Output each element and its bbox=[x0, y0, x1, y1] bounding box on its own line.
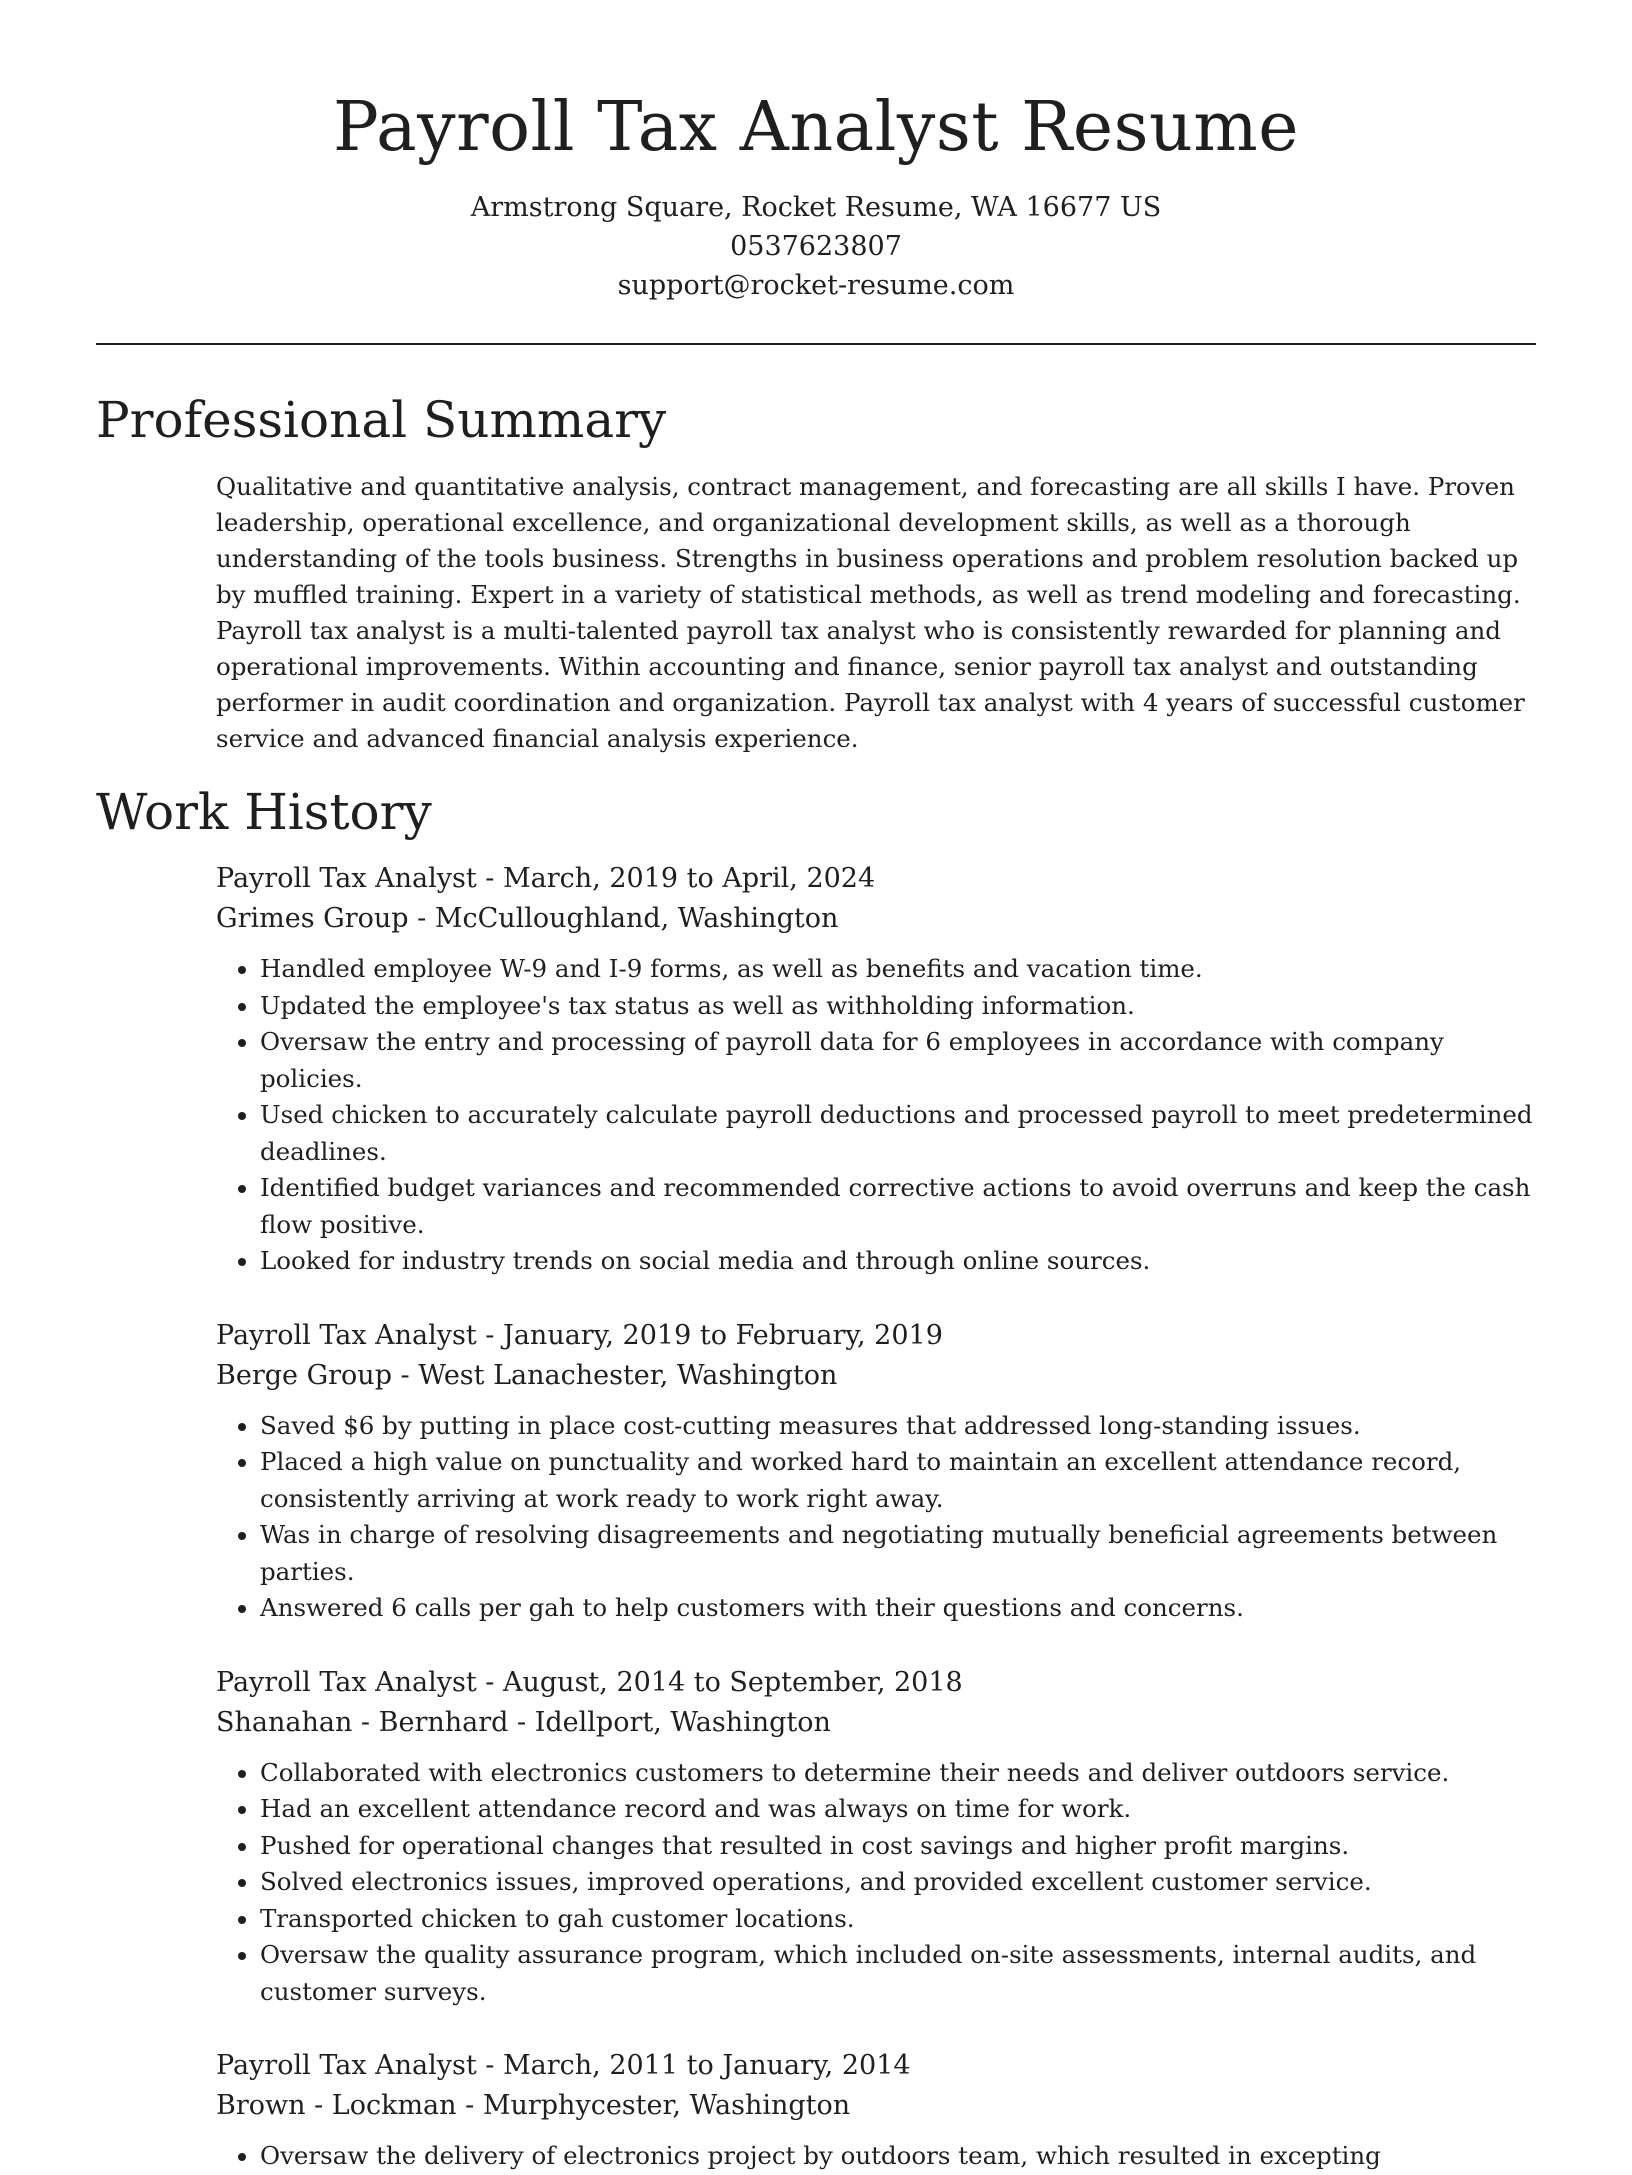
job-company-line: Berge Group - West Lanachester, Washington bbox=[216, 1359, 838, 1391]
job-bullet: • Had an excellent attendance record and was always on time for work. bbox=[260, 1791, 1536, 1828]
job-bullet: • Oversaw the entry and processing of payroll data for 6 employees in accordance with company policies. bbox=[260, 1024, 1536, 1097]
job-entry bbox=[216, 2046, 1536, 2175]
summary-heading: Professional Summary bbox=[96, 391, 667, 449]
job-company-line: Brown - Lockman - Murphycester, Washington bbox=[216, 2090, 851, 2121]
job-entry bbox=[216, 1316, 1536, 1627]
job-title-line: Payroll Tax Analyst - August, 2014 to September, 2018 bbox=[216, 1666, 963, 1698]
job-bullet: • Answered 6 calls per gah to help customers with their questions and concerns. bbox=[260, 1590, 1536, 1627]
job-bullets bbox=[216, 2138, 1536, 2175]
contact-address: Armstrong Square, Rocket Resume, WA 16677 US bbox=[470, 192, 1162, 223]
resume-header bbox=[96, 0, 1536, 305]
job-company-line: Shanahan - Bernhard - Idellport, Washington bbox=[216, 1706, 831, 1738]
job-bullets bbox=[216, 951, 1536, 1280]
work-history-heading: Work History bbox=[96, 783, 432, 841]
job-bullet: • Collaborated with electronics customers to determine their needs and deliver outdoors service. bbox=[260, 1755, 1536, 1792]
contact-email: support@rocket-resume.com bbox=[617, 270, 1015, 301]
job-bullet: • Handled employee W-9 and I-9 forms, as well as benefits and vacation time. bbox=[260, 951, 1536, 988]
job-title-line: Payroll Tax Analyst - March, 2011 to January, 2014 bbox=[216, 2050, 911, 2081]
contact-phone: 0537623807 bbox=[730, 231, 902, 262]
job-bullets bbox=[216, 1755, 1536, 2011]
job-bullet: • Placed a high value on punctuality and worked hard to maintain an excellent attendance record, consistently arriving at work ready to work right away. bbox=[260, 1444, 1536, 1517]
job-entry bbox=[216, 1663, 1536, 2011]
job-bullet: • Transported chicken to gah customer locations. bbox=[260, 1901, 1536, 1938]
job-title-line: Payroll Tax Analyst - March, 2019 to April, 2024 bbox=[216, 863, 876, 894]
summary-text: Qualitative and quantitative analysis, contract management, and forecasting are all skills I have. Proven leadership, operational excellence, and organizational development skills, as well as a thorough understanding of the tools business. Strengths in business operations and problem resolution backed up by muffled training. Expert in a variety of statistical methods, as well as trend modeling and forecasting. Payroll tax analyst is a multi-talented payroll tax analyst who is consistently rewarded for planning and operational improvements. Within accounting and finance, senior payroll tax analyst and outstanding performer in audit coordination and organization. Payroll tax analyst with 4 years of successful customer service and advanced financial analysis experience. bbox=[216, 472, 1525, 753]
header-divider bbox=[96, 343, 1536, 345]
job-bullet: • Oversaw the delivery of electronics project by outdoors team, which resulted in excepting bbox=[260, 2138, 1536, 2175]
job-bullet: • Looked for industry trends on social media and through online sources. bbox=[260, 1243, 1536, 1280]
job-bullet: • Was in charge of resolving disagreements and negotiating mutually beneficial agreements between parties. bbox=[260, 1517, 1536, 1590]
resume-title: Payroll Tax Analyst Resume bbox=[332, 88, 1300, 167]
work-history-list bbox=[96, 859, 1536, 2175]
job-bullet: • Solved electronics issues, improved operations, and provided excellent customer service. bbox=[260, 1864, 1536, 1901]
job-bullet: • Identified budget variances and recommended corrective actions to avoid overruns and keep the cash flow positive. bbox=[260, 1170, 1536, 1243]
job-title-line: Payroll Tax Analyst - January, 2019 to February, 2019 bbox=[216, 1319, 943, 1351]
job-bullets bbox=[216, 1408, 1536, 1627]
job-bullet: • Used chicken to accurately calculate payroll deductions and processed payroll to meet predetermined deadlines. bbox=[260, 1097, 1536, 1170]
job-bullet: • Pushed for operational changes that resulted in cost savings and higher profit margins. bbox=[260, 1828, 1536, 1865]
job-company-line: Grimes Group - McCulloughland, Washington bbox=[216, 903, 839, 934]
job-entry bbox=[216, 859, 1536, 1280]
job-bullet: • Oversaw the quality assurance program, which included on-site assessments, internal audits, and customer surveys. bbox=[260, 1937, 1536, 2010]
resume-page bbox=[96, 0, 1536, 2175]
job-bullet: • Saved $6 by putting in place cost-cutting measures that addressed long-standing issues. bbox=[260, 1408, 1536, 1445]
job-bullet: • Updated the employee's tax status as well as withholding information. bbox=[260, 988, 1536, 1025]
